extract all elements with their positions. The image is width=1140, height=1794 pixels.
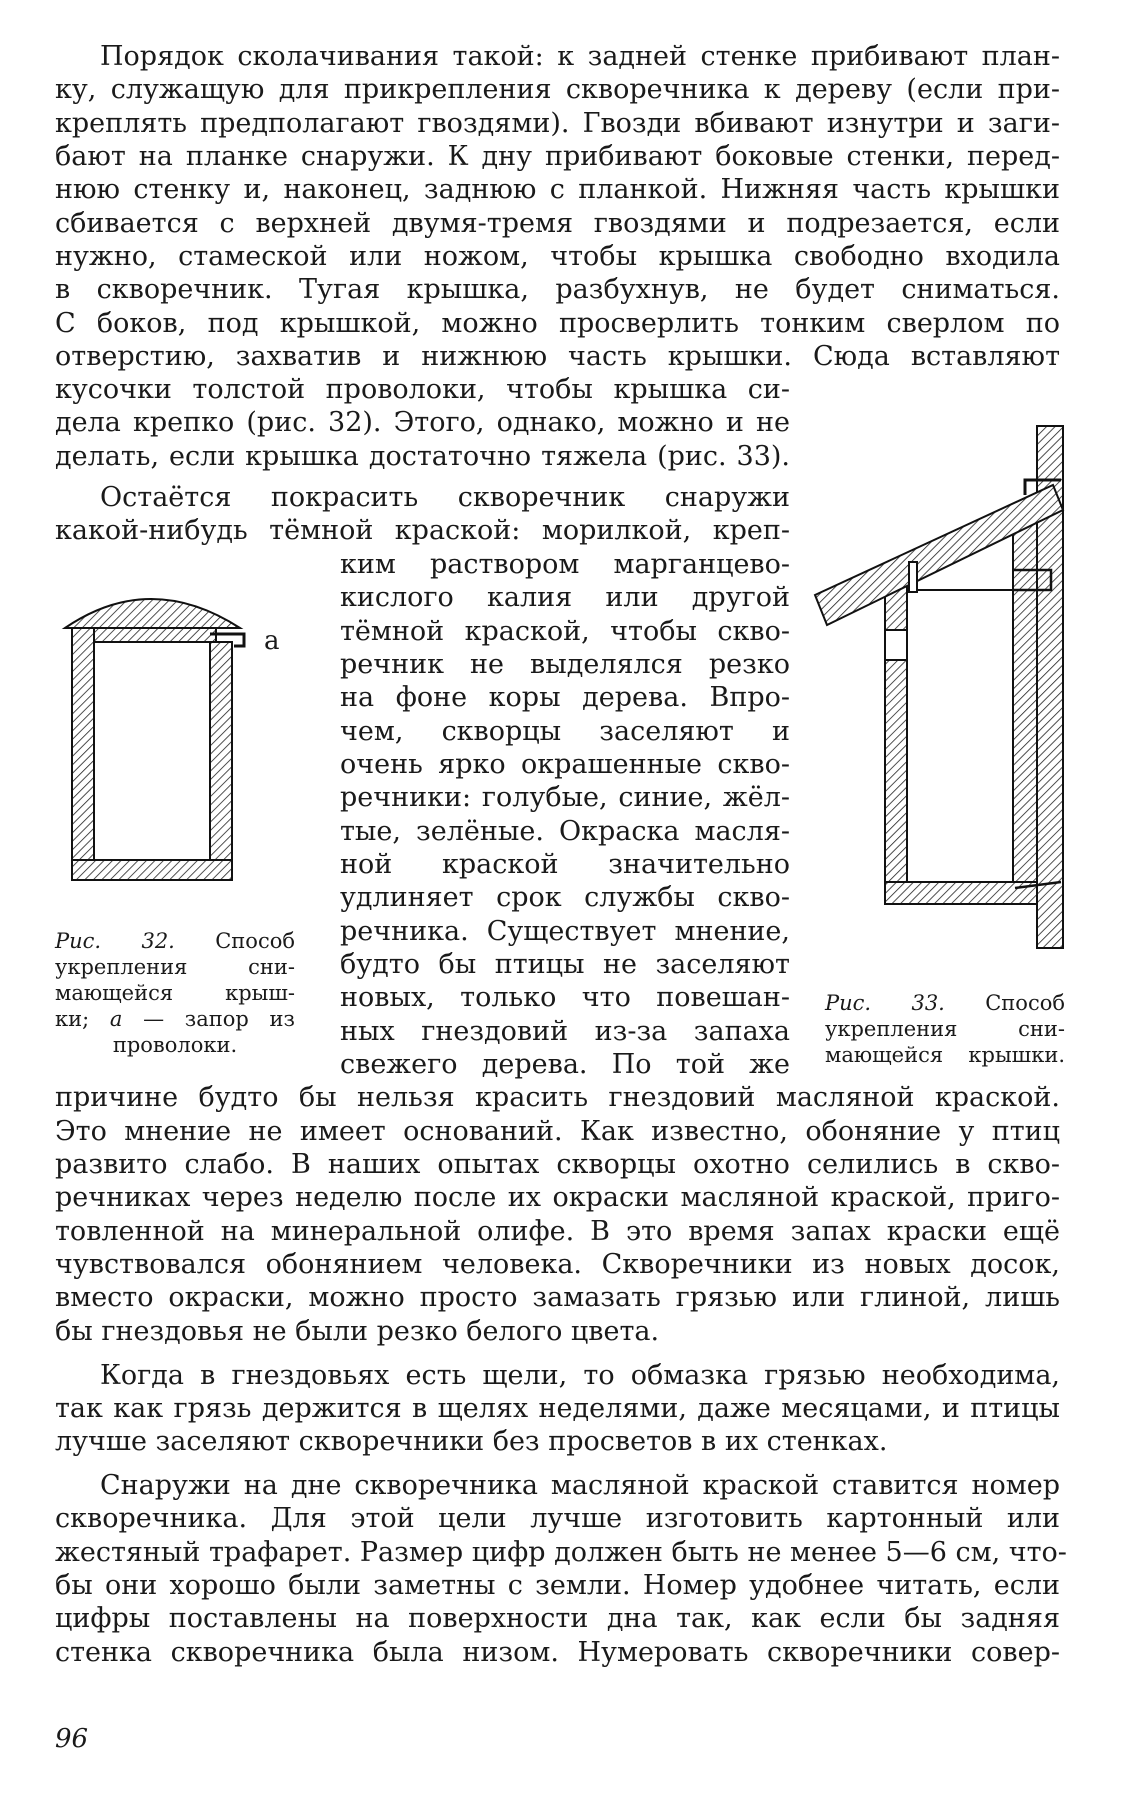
- text-line: жестяный трафарет. Размер цифр должен быть не менее 5—6 см, что-: [55, 1537, 1067, 1568]
- figure-32-caption-line: проволоки.: [112, 1033, 238, 1057]
- back-wall: [1013, 520, 1037, 900]
- text-line: нюю стенку и, наконец, заднюю с планкой. Нижняя часть крышки: [55, 174, 1060, 205]
- page-number: 96: [55, 1724, 89, 1754]
- caption-text: Способ: [944, 991, 1065, 1015]
- text-line: креплять предполагают гвоздями). Гвозди вбивают изнутри и заги-: [55, 108, 1060, 139]
- text-line: Когда в гнездовьях есть щели, то обмазка грязью необходима,: [100, 1360, 1060, 1391]
- text-line: речниках через неделю после их окраски масляной краской, приго-: [55, 1182, 1060, 1213]
- inner-cavity: [907, 590, 1013, 882]
- figure-32-caption-line: [55, 1006, 295, 1032]
- figure-32-caption-line: мающейся крыш-: [55, 981, 295, 1005]
- caption-italic-a: а: [109, 1007, 123, 1031]
- text-line: стенка скворечника была низом. Нумеровать скворечники совер-: [55, 1637, 1060, 1668]
- text-line: чем, скворцы заселяют и: [340, 716, 790, 747]
- text-line: бы они хорошо были заметны с земли. Номер удобнее читать, если: [55, 1570, 1060, 1601]
- text-line: в скворечник. Тугая крышка, разбухнув, не будет сниматься.: [55, 274, 1060, 305]
- inner-cavity: [94, 642, 210, 860]
- lid-bottom: [94, 628, 216, 642]
- front-wall: [885, 570, 907, 900]
- text-line: цифры поставлены на поверхности дна так, как если бы задняя: [55, 1603, 1060, 1634]
- figure-33-caption-line: мающейся крышки.: [825, 1043, 1065, 1067]
- figure-33-diagram: [815, 420, 1065, 950]
- text-line: дела крепко (рис. 32). Этого, однако, можно и не: [55, 407, 790, 438]
- text-line: речника. Существует мнение,: [340, 916, 790, 947]
- text-line: свежего дерева. По той же: [340, 1049, 790, 1080]
- text-line: ных гнездовий из-за запаха: [340, 1016, 790, 1047]
- text-line: причине будто бы нельзя красить гнездовий масляной краской.: [55, 1082, 1060, 1113]
- text-line: ким раствором марганцево-: [340, 549, 790, 580]
- caption-text: ки;: [55, 1007, 110, 1031]
- text-line: какой-нибудь тёмной краской: морилкой, креп-: [55, 515, 790, 546]
- figure-33-caption-line: укрепления сни-: [825, 1017, 1065, 1041]
- text-line: тёмной краской, чтобы скво-: [340, 616, 790, 647]
- text-line: новых, только что повешан-: [340, 982, 790, 1013]
- text-line: вместо окраски, можно просто замазать грязью или глиной, лишь: [55, 1282, 1060, 1313]
- text-line: развито слабо. В наших опытах скворцы охотно селились в скво-: [55, 1149, 1060, 1180]
- text-line: делать, если крышка достаточно тяжела (рис. 33).: [55, 441, 790, 472]
- caption-text: Способ: [174, 929, 295, 953]
- text-line: тые, зелёные. Окраска масля-: [340, 816, 790, 847]
- text-line: отверстию, захватив и нижнюю часть крышки. Сюда вставляют: [55, 341, 1060, 372]
- figure-32-caption-line: укрепления сни-: [55, 955, 295, 979]
- roof-latch: [909, 562, 917, 592]
- text-line: скворечника. Для этой цели лучше изготовить картонный или: [55, 1503, 1060, 1534]
- text-line: на фоне коры дерева. Впро-: [340, 682, 790, 713]
- text-line: бы гнездовья не были резко белого цвета.: [55, 1316, 660, 1347]
- left-wall: [72, 628, 94, 880]
- figure-33-label: Рис. 33.: [825, 991, 945, 1015]
- text-line: очень ярко окрашенные скво-: [340, 749, 790, 780]
- text-line: будто бы птицы не заселяют: [340, 949, 790, 980]
- text-line: кислого калия или другой: [340, 582, 790, 613]
- text-line: ку, служащую для прикрепления скворечника к дереву (если при-: [55, 74, 1060, 105]
- text-line: Это мнение не имеет оснований. Как известно, обоняние у птиц: [55, 1116, 1060, 1147]
- floor: [72, 860, 232, 880]
- figure-32-caption: [55, 928, 295, 954]
- text-line: кусочки толстой проволоки, чтобы крышка си-: [55, 374, 790, 405]
- right-wall: [210, 642, 232, 880]
- figure-32-marker-a: а: [264, 626, 280, 656]
- text-line: С боков, под крышкой, можно просверлить тонким сверлом по: [55, 308, 1060, 339]
- text-line: Порядок сколачивания такой: к задней стенке прибивают план-: [100, 41, 1060, 72]
- figure-33-caption: [825, 990, 1065, 1016]
- text-line: удлиняет срок службы скво-: [340, 882, 790, 913]
- text-line: чувствовался обонянием человека. Скворечники из новых досок,: [55, 1249, 1060, 1280]
- text-line: товленной на минеральной олифе. В это время запах краски ещё: [55, 1216, 1060, 1247]
- text-line: ной краской значительно: [340, 849, 790, 880]
- text-line: речники: голубые, синие, жёл-: [340, 782, 790, 813]
- text-line: так как грязь держится в щелях неделями, даже месяцами, и птицы: [55, 1393, 1060, 1424]
- floor: [885, 882, 1037, 904]
- entrance-hole: [885, 630, 907, 660]
- figure-32-label: Рис. 32.: [55, 929, 175, 953]
- roof-cap: [65, 599, 240, 628]
- text-line: Остаётся покрасить скворечник снаружи: [100, 482, 790, 513]
- caption-text: — запор из: [122, 1007, 295, 1031]
- text-line: нужно, стамеской или ножом, чтобы крышка свободно входила: [55, 241, 1060, 272]
- text-line: бают на планке снаружи. К дну прибивают боковые стенки, перед-: [55, 141, 1060, 172]
- text-line: речник не выделялся резко: [340, 649, 790, 680]
- figure-32-diagram: [60, 590, 260, 890]
- text-line: Снаружи на дне скворечника масляной краской ставится номер: [100, 1470, 1060, 1501]
- text-line: сбивается с верхней двумя-тремя гвоздями и подрезается, если: [55, 208, 1060, 239]
- text-line: лучше заселяют скворечники без просветов в их стенках.: [55, 1426, 888, 1457]
